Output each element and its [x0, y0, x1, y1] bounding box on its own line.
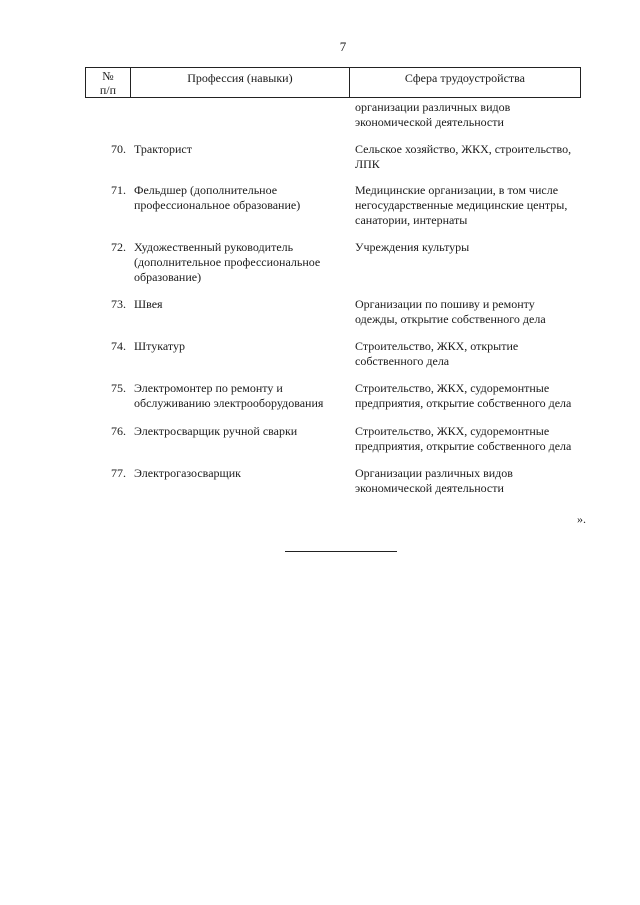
sphere-cell: Организации различных видов экономической деятельности	[355, 466, 513, 495]
page-number: 7	[339, 39, 347, 54]
sphere-cell: Организации по пошиву и ремонту одежды, открытие собственного дела	[355, 297, 546, 326]
row-number: 70.	[111, 142, 126, 156]
sphere-cell: Сельское хозяйство, ЖКХ, строительство, ЛПК	[355, 142, 572, 171]
sphere-cell: Строительство, ЖКХ, судоремонтные предприятия, открытие собственного дела	[355, 424, 572, 453]
profession-cell: Электрогазосварщик	[134, 466, 242, 480]
sphere-cell: организации различных видов экономической деятельности	[355, 100, 511, 129]
header-sphere: Сфера трудоустройства	[349, 68, 580, 97]
profession-cell: Штукатур	[134, 339, 185, 353]
row-number: 76.	[111, 424, 126, 438]
table-header	[85, 67, 581, 98]
end-divider-line	[285, 551, 397, 552]
sphere-cell: Строительство, ЖКХ, судоремонтные предприятия, открытие собственного дела	[355, 381, 572, 410]
profession-cell: Электромонтер по ремонту и обслуживанию электрооборудования	[134, 381, 324, 410]
closing-quote: ».	[577, 512, 586, 526]
sphere-cell: Строительство, ЖКХ, открытие собственного дела	[355, 339, 519, 368]
row-number: 75.	[111, 381, 126, 395]
profession-cell: Электросварщик ручной сварки	[134, 424, 298, 438]
row-number: 71.	[111, 183, 126, 197]
sphere-cell: Учреждения культуры	[355, 240, 470, 254]
profession-cell: Швея	[134, 297, 163, 311]
row-number: 73.	[111, 297, 126, 311]
row-number: 77.	[111, 466, 126, 480]
row-number: 72.	[111, 240, 126, 254]
header-profession: Профессия (навыки)	[187, 71, 293, 85]
header-number: № п/п	[86, 68, 131, 97]
row-number: 74.	[111, 339, 126, 353]
sphere-cell: Медицинские организации, в том числе негосударственные медицинские центры, санатории, интернаты	[355, 183, 568, 227]
profession-cell: Фельдшер (дополнительное профессиональное образование)	[134, 183, 301, 212]
profession-cell: Художественный руководитель (дополнительное профессиональное образование)	[134, 240, 321, 284]
profession-cell: Тракторист	[134, 142, 192, 156]
